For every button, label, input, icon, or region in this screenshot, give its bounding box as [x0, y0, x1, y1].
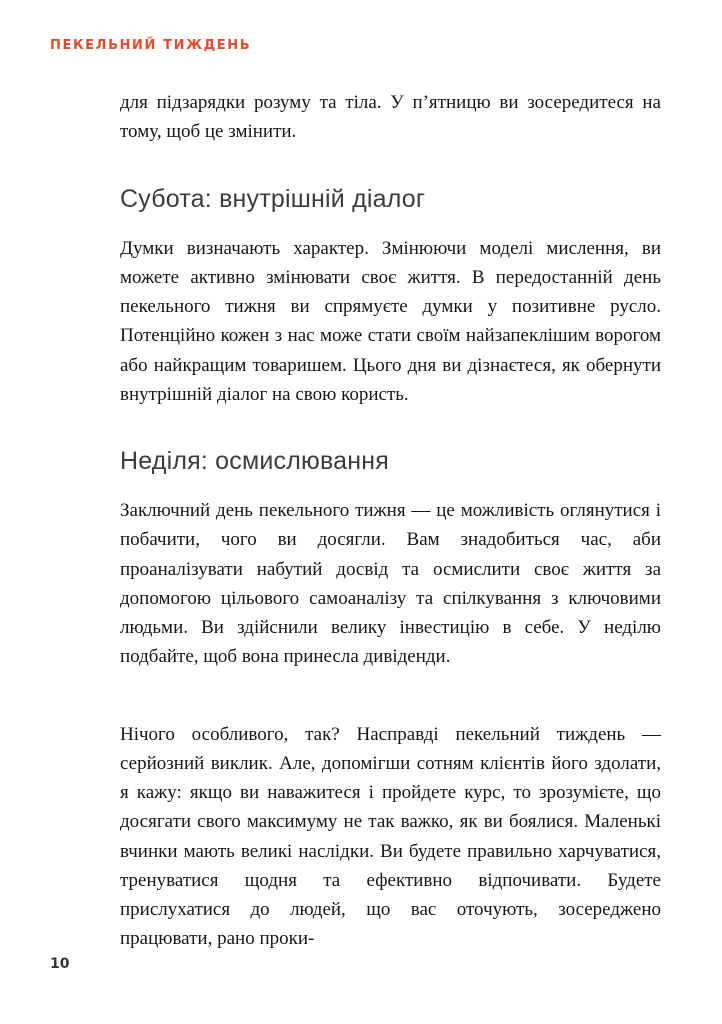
- closing-paragraph: Нічого особливого, так? Насправді пекельний тиждень — серйозний виклик. Але, допомігши сотням клієнтів його здолати, я кажу: якщо ви наважитеся і пройдете курс, то зрозумієте, що досягати свого максимуму не так важко, як ви боялися. Маленькі вчинки мають великі наслідки. Ви будете правильно харчуватися, тренуватися щодня та ефективно відпочивати. Будете прислухатися до людей, що вас оточують, зосереджено працювати, рано проки-: [120, 723, 661, 950]
- running-header: ПЕКЕЛЬНИЙ ТИЖДЕНЬ: [50, 38, 252, 53]
- sunday-paragraph: Заключний день пекельного тижня — це можливість оглянутися і побачити, чого ви досягли. Вам знадобиться час, аби проаналізувати набутий досвід та осмислити своє життя за допомогою цільового самоаналізу та спілкування з ключовими людьми. Ви здійснили велику інвестицію в себе. У неділю подбайте, щоб вона принесла дивіденди.: [120, 500, 661, 668]
- section-heading-sunday: Неділя: осмислювання: [120, 447, 390, 475]
- continuation-paragraph: для підзарядки розуму та тіла. У п’ятницю ви зосередитеся на тому, щоб це змінити.: [120, 92, 661, 143]
- page-number: 10: [50, 956, 70, 972]
- saturday-paragraph: Думки визначають характер. Змінюючи моделі мислення, ви можете активно змінювати своє життя. В передостанній день пекельного тижня ви спрямуєте думки у позитивне русло. Потенційно кожен з нас може стати своїм найзапеклішим ворогом або найкращим товаришем. Цього дня ви дізнаєтеся, як обернути внутрішній діалог на свою користь.: [120, 237, 661, 405]
- page-content: [120, 88, 661, 954]
- section-heading-saturday: Субота: внутрішній діалог: [120, 184, 426, 213]
